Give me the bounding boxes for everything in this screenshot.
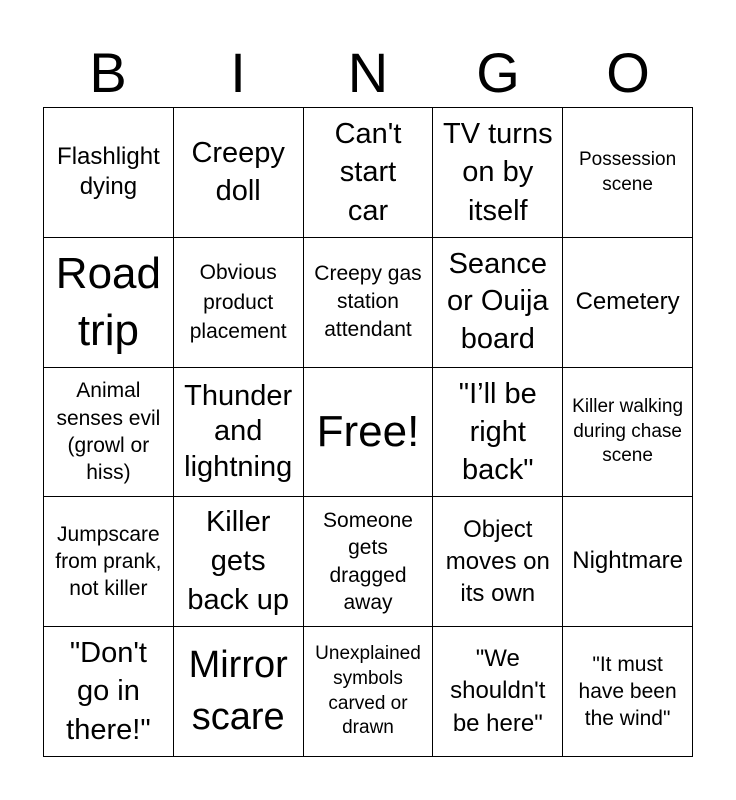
header-letter-n: N [347,41,389,104]
bingo-cell-tv-turns-on[interactable]: TV turns on by itself [433,108,563,238]
bingo-cell-unexplained-symbols[interactable]: Unexplained symbols carved or drawn [304,627,434,757]
bingo-cell-must-have-been-wind[interactable]: "It must have been the wind" [563,627,693,757]
bingo-cell-flashlight-dying[interactable]: Flashlight dying [44,108,174,238]
bingo-cell-killer-walking[interactable]: Killer walking during chase scene [563,368,693,498]
bingo-cell-we-shouldnt-be-here[interactable]: "We shouldn't be here" [433,627,563,757]
bingo-cell-ill-be-right-back[interactable]: "I’ll be right back" [433,368,563,498]
bingo-cell-animal-senses-evil[interactable]: Animal senses evil (growl or hiss) [44,368,174,498]
bingo-cell-product-placement[interactable]: Obvious product placement [174,238,304,368]
bingo-cell-killer-gets-back-up[interactable]: Killer gets back up [174,497,304,627]
bingo-board [43,107,693,757]
bingo-cell-possession-scene[interactable]: Possession scene [563,108,693,238]
bingo-cell-nightmare[interactable]: Nightmare [563,497,693,627]
bingo-cell-thunder-lightning[interactable]: Thunder and lightning [174,368,304,498]
bingo-cell-mirror-scare[interactable]: Mirror scare [174,627,304,757]
bingo-cell-free-space[interactable]: Free! [304,368,434,498]
header-letter-i: I [230,41,246,104]
bingo-cell-jumpscare-prank[interactable]: Jumpscare from prank, not killer [44,497,174,627]
bingo-cell-seance-ouija[interactable]: Seance or Ouija board [433,238,563,368]
header-letter-g: G [476,41,520,104]
bingo-cell-road-trip[interactable]: Road trip [44,238,174,368]
bingo-cell-dont-go-in-there[interactable]: "Don't go in there!" [44,627,174,757]
header-letter-o: O [606,41,650,104]
bingo-cell-dragged-away[interactable]: Someone gets dragged away [304,497,434,627]
bingo-cell-gas-station-attendant[interactable]: Creepy gas station attendant [304,238,434,368]
bingo-cell-object-moves[interactable]: Object moves on its own [433,497,563,627]
bingo-cell-cant-start-car[interactable]: Can't start car [304,108,434,238]
bingo-cell-cemetery[interactable]: Cemetery [563,238,693,368]
bingo-header [43,38,693,108]
header-letter-b: B [89,41,127,104]
bingo-cell-creepy-doll[interactable]: Creepy doll [174,108,304,238]
